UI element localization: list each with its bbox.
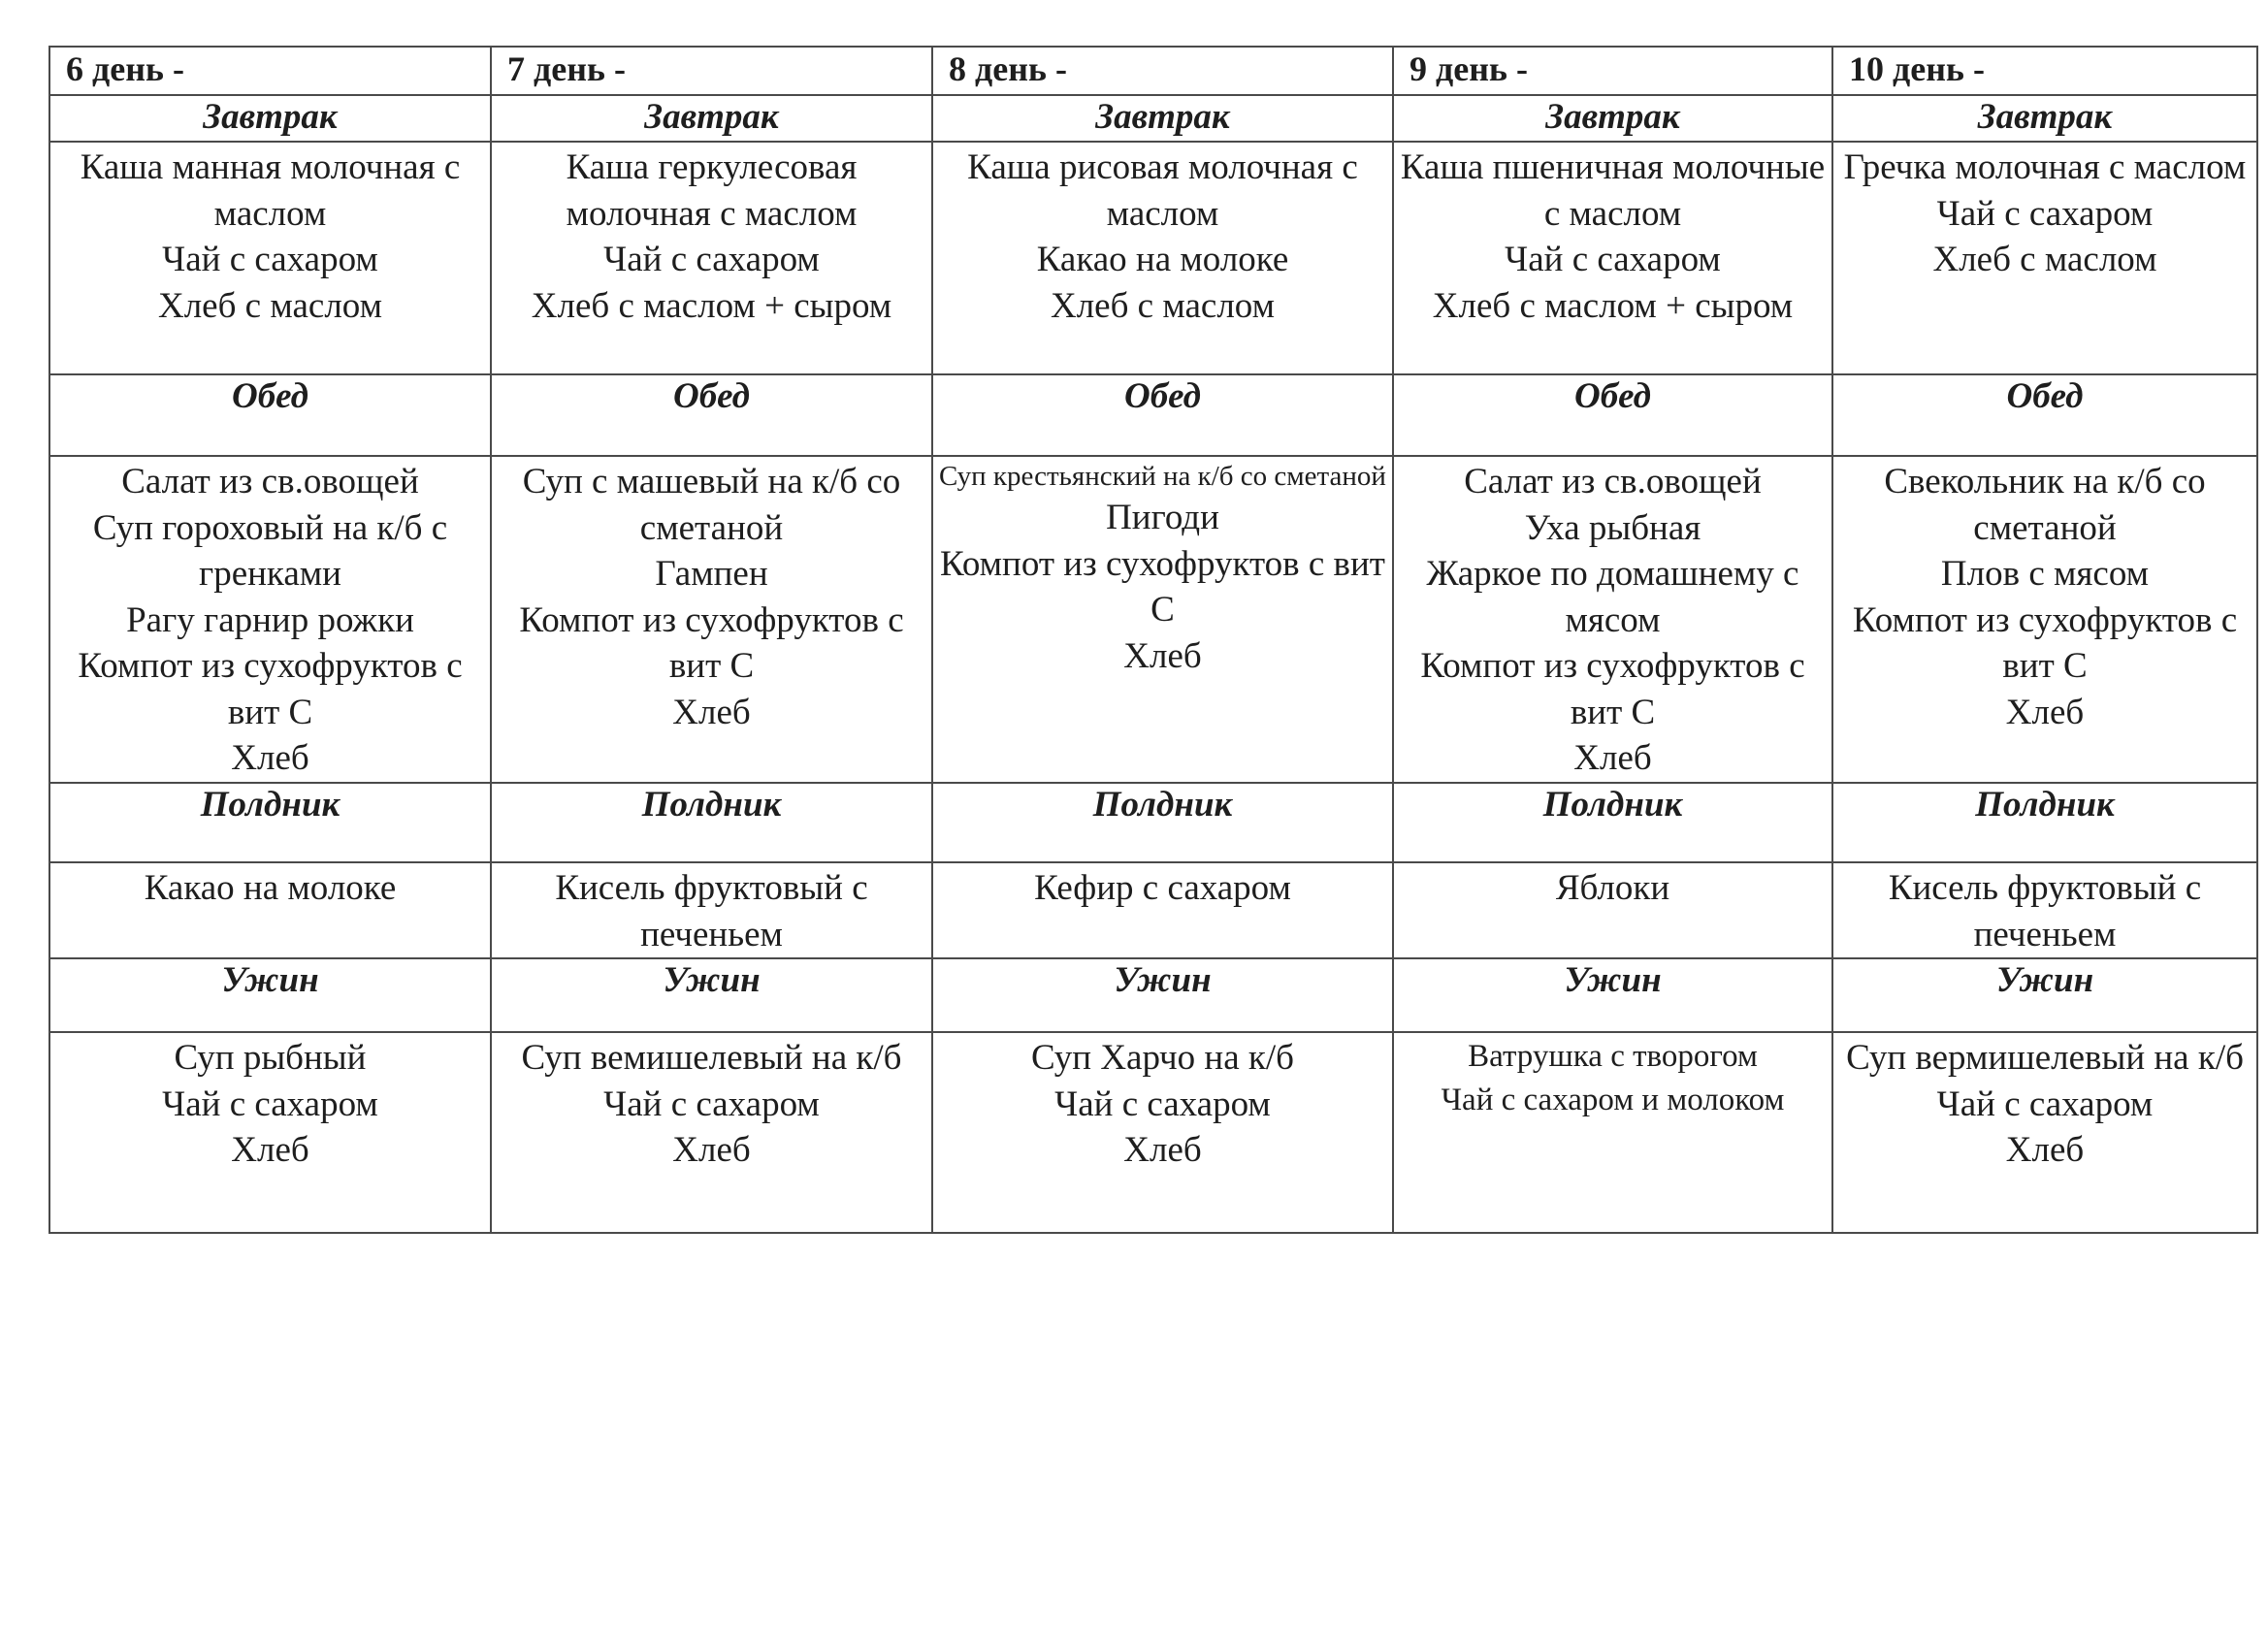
dinner-cell [932,1032,1393,1233]
menu-item: Хлеб с маслом + сыром [531,285,892,326]
menu-item: Рагу гарнир рожки [126,599,414,640]
breakfast-label-row [49,95,2257,142]
lunch-cell [49,456,491,783]
lunch-items-row [49,456,2257,783]
menu-item: Компот из сухофруктов с вит С [1852,599,2238,686]
lunch-label-row [49,374,2257,456]
breakfast-cell [1832,142,2257,374]
breakfast-cell [1393,142,1832,374]
menu-item: Каша рисовая молочная с маслом [967,147,1358,234]
snack-cell [1832,862,2257,958]
dinner-items-row [49,1032,2257,1233]
menu-item: Салат из св.овощей [1464,462,1762,501]
menu-item: Салат из св.овощей [121,462,419,501]
menu-item: Гампен [655,554,768,594]
dinner-label-row [49,958,2257,1032]
dinner-cell [1832,1032,2257,1233]
day-header-row [49,47,2257,95]
menu-item: Уха рыбная [1524,507,1701,548]
dinner-label: Ужин [932,958,1393,1032]
breakfast-label: Завтрак [49,95,491,142]
lunch-cell [491,456,932,783]
menu-item: Компот из сухофруктов с вит С [940,543,1385,630]
dinner-label: Ужин [1832,958,2257,1032]
menu-item: Суп Харчо на к/б [1031,1038,1294,1078]
menu-item: Суп рыбный [174,1038,367,1078]
menu-item: Хлеб [2005,692,2085,732]
lunch-label: Обед [932,374,1393,456]
menu-item: Плов с мясом [1940,554,2150,594]
menu-item: Жаркое по домашнему с мясом [1426,554,1799,640]
day-label: 8 день - [932,47,1393,95]
menu-item: Кефир с сахаром [1034,868,1291,908]
menu-item: Кисель фруктовый с печеньем [1888,868,2202,954]
snack-cell [49,862,491,958]
snack-label: Полдник [932,783,1393,862]
lunch-label: Обед [1393,374,1832,456]
menu-item: Чай с сахаром [603,240,820,279]
menu-item: Чай с сахаром [1505,240,1721,279]
lunch-label: Обед [49,374,491,456]
breakfast-cell [932,142,1393,374]
day-label: 7 день - [491,47,932,95]
dinner-cell [1393,1032,1832,1233]
menu-item: Чай с сахаром [603,1083,820,1124]
dinner-label: Ужин [49,958,491,1032]
menu-item: Чай с сахаром [1936,193,2154,234]
day-label: 10 день - [1832,47,2257,95]
menu-table [49,46,2258,1234]
lunch-label: Обед [1832,374,2257,456]
menu-item: Хлеб [2005,1130,2085,1170]
menu-item: Хлеб [1123,635,1202,676]
menu-item: Хлеб [231,1130,309,1170]
lunch-cell [932,456,1393,783]
breakfast-cell [491,142,932,374]
lunch-cell [1832,456,2257,783]
breakfast-label: Завтрак [932,95,1393,142]
menu-item: Каша геркулесовая молочная с маслом [566,147,858,234]
menu-item: Хлеб с маслом + сыром [1432,285,1794,326]
menu-item: Хлеб [1123,1130,1202,1170]
menu-item: Свекольник на к/б со сметаной [1884,462,2206,548]
breakfast-label: Завтрак [491,95,932,142]
snack-label: Полдник [491,783,932,862]
menu-item: Чай с сахаром [1936,1083,2154,1124]
menu-item: Хлеб [1573,738,1652,778]
snack-cell [932,862,1393,958]
snack-cell [1393,862,1832,958]
menu-item: Яблоки [1555,868,1670,908]
menu-item: Хлеб с маслом [1932,240,2157,279]
menu-item: Гречка молочная с маслом [1843,147,2247,187]
breakfast-label: Завтрак [1393,95,1832,142]
menu-item: Суп с машевый на к/б со сметаной [522,462,901,548]
menu-item: Суп крестьянский на к/б со сметаной [939,461,1386,492]
breakfast-label: Завтрак [1832,95,2257,142]
menu-item: Чай с сахаром [162,1083,378,1124]
snack-cell [491,862,932,958]
menu-item: Каша манная молочная с маслом [80,147,461,234]
day-label: 6 день - [49,47,491,95]
lunch-label: Обед [491,374,932,456]
snack-label-row [49,783,2257,862]
dinner-label: Ужин [491,958,932,1032]
menu-item: Хлеб [672,692,751,732]
menu-item: Какао на молоке [144,868,397,908]
menu-item: Кисель фруктовый с печеньем [555,868,868,954]
menu-item: Пигоди [1106,498,1219,537]
snack-label: Полдник [1393,783,1832,862]
menu-item: Каша пшеничная молочные с маслом [1400,147,1826,234]
breakfast-items-row [49,142,2257,374]
breakfast-cell [49,142,491,374]
menu-item: Компот из сухофруктов с вит С [519,599,904,686]
menu-item: Суп вермишелевый на к/б [1846,1038,2244,1078]
day-label: 9 день - [1393,47,1832,95]
lunch-cell [1393,456,1832,783]
dinner-cell [49,1032,491,1233]
menu-item: Чай с сахаром [1054,1083,1271,1124]
menu-item: Хлеб с маслом [1050,285,1276,326]
menu-item: Хлеб [672,1130,751,1170]
snack-label: Полдник [49,783,491,862]
menu-item: Ватрушка с творогом [1468,1039,1758,1074]
dinner-cell [491,1032,932,1233]
menu-item: Суп гороховый на к/б с гренками [92,507,448,594]
menu-item: Хлеб [231,738,309,778]
menu-item: Какао на молоке [1036,240,1289,279]
menu-item: Компот из сухофруктов с вит С [1420,646,1805,732]
menu-item: Чай с сахаром и молоком [1441,1083,1785,1117]
menu-item: Хлеб с маслом [157,285,383,326]
dinner-label: Ужин [1393,958,1832,1032]
menu-item: Чай с сахаром [162,240,378,279]
snack-items-row [49,862,2257,958]
menu-item: Суп вемишелевый на к/б [521,1038,902,1078]
snack-label: Полдник [1832,783,2257,862]
menu-item: Компот из сухофруктов с вит С [78,646,463,732]
